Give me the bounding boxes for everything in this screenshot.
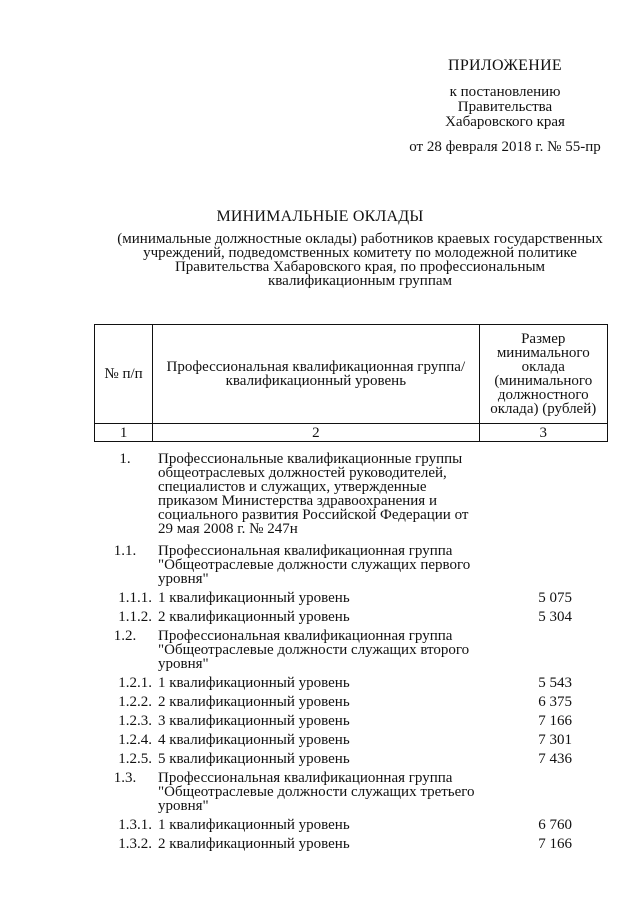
column-number-1: 1 [95, 424, 153, 442]
column-number-2: 2 [153, 424, 479, 442]
appendix-line-2: Правительства [457, 99, 553, 115]
row-value: 5 543 [538, 675, 572, 691]
table-row [92, 629, 612, 671]
row-text: 2 квалификационный уровень [158, 694, 350, 710]
table-row [92, 752, 612, 766]
row-number: 1.1.2. [118, 609, 152, 625]
table-header [94, 324, 608, 442]
row-value: 7 301 [538, 732, 572, 748]
row-number: 1.3.1. [118, 817, 152, 833]
row-text: Профессиональная квалификационная группа "Общеотраслевые должности служащих первого уровня" [158, 543, 471, 587]
row-value: 5 304 [538, 609, 572, 625]
row-value: 5 075 [538, 590, 572, 606]
row-number: 1.2.4. [118, 732, 152, 748]
header-size: Размер минимального оклада (минимального должностного оклада) (рублей) [479, 325, 607, 424]
table-row [92, 610, 612, 624]
document-subtitle: (минимальные должностные оклады) работников краевых государственных учреждений, подведомственных комитету по молодежной политике Правительства Хабаровского края, по профессиональным квалификационным группам [117, 231, 603, 289]
row-number: 1.2.2. [118, 694, 152, 710]
appendix-date: от 28 февраля 2018 г. № 55-пр [409, 139, 601, 155]
row-text: 5 квалификационный уровень [158, 751, 350, 767]
table-row [92, 733, 612, 747]
table-body [92, 452, 612, 851]
table-row [92, 714, 612, 728]
row-number: 1.2. [113, 628, 137, 644]
row-text: 1 квалификационный уровень [158, 675, 350, 691]
row-text: 1 квалификационный уровень [158, 817, 350, 833]
header-num: № п/п [95, 325, 153, 424]
row-text: 1 квалификационный уровень [158, 590, 350, 606]
row-text: Профессиональные квалификационные группы общеотраслевых должностей руководителей, специалистов и служащих, утвержденные приказом Министерства здравоохранения и социального развития Российской Федерации от 29 мая 2008 г. № 247н [158, 451, 469, 537]
appendix-title: ПРИЛОЖЕНИЕ [447, 57, 562, 74]
row-text: 2 квалификационный уровень [158, 609, 350, 625]
row-number: 1.2.3. [118, 713, 152, 729]
row-number: 1.2.1. [118, 675, 152, 691]
row-text: Профессиональная квалификационная группа "Общеотраслевые должности служащих второго уровня" [158, 628, 470, 672]
document-title: МИНИМАЛЬНЫЕ ОКЛАДЫ [216, 208, 424, 225]
table-row [92, 695, 612, 709]
table-row [92, 837, 612, 851]
row-value: 7 436 [538, 751, 572, 767]
row-text: 3 квалификационный уровень [158, 713, 350, 729]
row-number: 1.1.1. [118, 590, 152, 606]
row-value: 6 760 [538, 817, 572, 833]
row-number: 1.3. [113, 770, 137, 786]
row-number: 1.3.2. [118, 836, 152, 852]
row-text: 2 квалификационный уровень [158, 836, 350, 852]
column-number-3: 3 [479, 424, 607, 442]
appendix-block [400, 58, 610, 155]
row-number: 1. [119, 451, 131, 467]
row-value: 7 166 [538, 713, 572, 729]
table-row [92, 818, 612, 832]
row-number: 1.2.5. [118, 751, 152, 767]
table-row [92, 452, 612, 536]
appendix-line-3: Хабаровского края [445, 114, 565, 130]
row-text: Профессиональная квалификационная группа "Общеотраслевые должности служащих третьего уровня" [158, 770, 475, 814]
table-row [92, 771, 612, 813]
appendix-line-1: к постановлению [449, 84, 561, 100]
row-value: 6 375 [538, 694, 572, 710]
row-value: 7 166 [538, 836, 572, 852]
row-number: 1.1. [113, 543, 137, 559]
row-text: 4 квалификационный уровень [158, 732, 350, 748]
table-row [92, 676, 612, 690]
table-row [92, 591, 612, 605]
table-row [92, 544, 612, 586]
header-group: Профессиональная квалификационная группа/квалификационный уровень [153, 325, 479, 424]
